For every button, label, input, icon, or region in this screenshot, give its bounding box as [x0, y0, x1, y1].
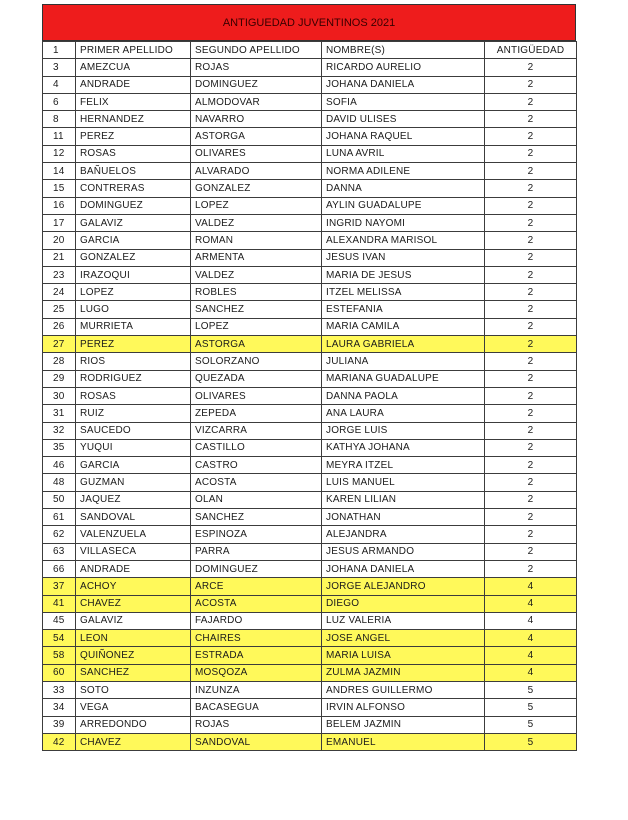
cell-number: 28: [43, 353, 76, 370]
cell-first-surname: HERNANDEZ: [76, 111, 191, 128]
header-second-surname: SEGUNDO APELLIDO: [191, 42, 322, 59]
cell-second-surname: ROMAN: [191, 232, 322, 249]
cell-number: 20: [43, 232, 76, 249]
cell-second-surname: ACOSTA: [191, 474, 322, 491]
cell-first-surname: GALAVIZ: [76, 612, 191, 629]
cell-second-surname: INZUNZA: [191, 681, 322, 698]
cell-number: 50: [43, 491, 76, 508]
cell-names: ANDRES GUILLERMO: [322, 681, 485, 698]
table-row: [43, 733, 577, 750]
cell-second-surname: ASTORGA: [191, 336, 322, 353]
table-row: [43, 163, 577, 180]
cell-names: INGRID NAYOMI: [322, 214, 485, 231]
cell-first-surname: ROSAS: [76, 387, 191, 404]
cell-seniority: 2: [485, 163, 577, 180]
cell-seniority: 2: [485, 249, 577, 266]
cell-names: MARIA CAMILA: [322, 318, 485, 335]
cell-first-surname: ROSAS: [76, 145, 191, 162]
cell-first-surname: RIOS: [76, 353, 191, 370]
cell-first-surname: CONTRERAS: [76, 180, 191, 197]
cell-seniority: 4: [485, 630, 577, 647]
cell-second-surname: ASTORGA: [191, 128, 322, 145]
cell-names: SOFIA: [322, 93, 485, 110]
table-row: [43, 318, 577, 335]
cell-first-surname: DOMINGUEZ: [76, 197, 191, 214]
cell-number: 21: [43, 249, 76, 266]
cell-names: ANA LAURA: [322, 405, 485, 422]
cell-first-surname: VEGA: [76, 699, 191, 716]
cell-names: ZULMA JAZMIN: [322, 664, 485, 681]
cell-number: 42: [43, 733, 76, 750]
cell-seniority: 4: [485, 595, 577, 612]
cell-second-surname: OLIVARES: [191, 145, 322, 162]
table-row: [43, 491, 577, 508]
cell-number: 45: [43, 612, 76, 629]
cell-number: 39: [43, 716, 76, 733]
cell-seniority: 2: [485, 266, 577, 283]
cell-seniority: 2: [485, 336, 577, 353]
cell-first-surname: JAQUEZ: [76, 491, 191, 508]
cell-number: 35: [43, 439, 76, 456]
cell-first-surname: GUZMAN: [76, 474, 191, 491]
table-row: [43, 699, 577, 716]
cell-first-surname: GARCIA: [76, 457, 191, 474]
cell-second-surname: SANDOVAL: [191, 733, 322, 750]
table-row: [43, 111, 577, 128]
cell-first-surname: ACHOY: [76, 578, 191, 595]
table-row: [43, 353, 577, 370]
cell-names: JESUS IVAN: [322, 249, 485, 266]
table-row: [43, 405, 577, 422]
cell-seniority: 4: [485, 664, 577, 681]
cell-second-surname: ESPINOZA: [191, 526, 322, 543]
cell-seniority: 2: [485, 145, 577, 162]
cell-second-surname: MOSQOZA: [191, 664, 322, 681]
cell-names: DAVID ULISES: [322, 111, 485, 128]
cell-first-surname: PEREZ: [76, 128, 191, 145]
cell-second-surname: DOMINGUEZ: [191, 76, 322, 93]
cell-first-surname: SANDOVAL: [76, 509, 191, 526]
cell-second-surname: ESTRADA: [191, 647, 322, 664]
cell-second-surname: ALVARADO: [191, 163, 322, 180]
table-row: [43, 232, 577, 249]
cell-seniority: 2: [485, 128, 577, 145]
cell-names: ITZEL MELISSA: [322, 284, 485, 301]
cell-seniority: 5: [485, 733, 577, 750]
cell-names: JONATHAN: [322, 509, 485, 526]
table-row: [43, 509, 577, 526]
table-row: [43, 59, 577, 76]
cell-seniority: 2: [485, 59, 577, 76]
cell-seniority: 2: [485, 543, 577, 560]
table-row: [43, 93, 577, 110]
table-row: [43, 387, 577, 404]
cell-second-surname: PARRA: [191, 543, 322, 560]
cell-number: 27: [43, 336, 76, 353]
table-row: [43, 612, 577, 629]
cell-names: MEYRA ITZEL: [322, 457, 485, 474]
seniority-sheet: [42, 4, 576, 751]
cell-seniority: 4: [485, 612, 577, 629]
cell-first-surname: LOPEZ: [76, 284, 191, 301]
cell-number: 12: [43, 145, 76, 162]
cell-names: JORGE ALEJANDRO: [322, 578, 485, 595]
cell-names: LUIS MANUEL: [322, 474, 485, 491]
cell-second-surname: VALDEZ: [191, 266, 322, 283]
cell-names: LUNA AVRIL: [322, 145, 485, 162]
cell-second-surname: ACOSTA: [191, 595, 322, 612]
cell-first-surname: AMEZCUA: [76, 59, 191, 76]
cell-seniority: 2: [485, 76, 577, 93]
cell-first-surname: RODRIGUEZ: [76, 370, 191, 387]
cell-names: KATHYA JOHANA: [322, 439, 485, 456]
cell-seniority: 2: [485, 301, 577, 318]
seniority-table: [42, 41, 577, 751]
cell-number: 58: [43, 647, 76, 664]
cell-names: LAURA GABRIELA: [322, 336, 485, 353]
cell-second-surname: LOPEZ: [191, 318, 322, 335]
cell-names: IRVIN ALFONSO: [322, 699, 485, 716]
cell-seniority: 2: [485, 439, 577, 456]
cell-names: ESTEFANIA: [322, 301, 485, 318]
cell-number: 37: [43, 578, 76, 595]
table-row: [43, 284, 577, 301]
cell-second-surname: ROJAS: [191, 59, 322, 76]
cell-number: 25: [43, 301, 76, 318]
cell-seniority: 2: [485, 491, 577, 508]
cell-second-surname: QUEZADA: [191, 370, 322, 387]
cell-first-surname: GALAVIZ: [76, 214, 191, 231]
cell-names: JOHANA RAQUEL: [322, 128, 485, 145]
cell-seniority: 4: [485, 578, 577, 595]
cell-number: 30: [43, 387, 76, 404]
cell-first-surname: RUIZ: [76, 405, 191, 422]
cell-number: 31: [43, 405, 76, 422]
table-row: [43, 474, 577, 491]
cell-number: 26: [43, 318, 76, 335]
table-row: [43, 76, 577, 93]
cell-first-surname: SANCHEZ: [76, 664, 191, 681]
cell-second-surname: OLAN: [191, 491, 322, 508]
cell-second-surname: ROBLES: [191, 284, 322, 301]
cell-seniority: 2: [485, 370, 577, 387]
cell-names: JOHANA DANIELA: [322, 560, 485, 577]
table-row: [43, 197, 577, 214]
cell-seniority: 2: [485, 526, 577, 543]
cell-first-surname: QUIÑONEZ: [76, 647, 191, 664]
cell-number: 34: [43, 699, 76, 716]
table-row: [43, 249, 577, 266]
cell-number: 23: [43, 266, 76, 283]
cell-names: JOSE ANGEL: [322, 630, 485, 647]
cell-number: 11: [43, 128, 76, 145]
cell-seniority: 5: [485, 681, 577, 698]
cell-seniority: 2: [485, 474, 577, 491]
cell-seniority: 2: [485, 405, 577, 422]
table-row: [43, 266, 577, 283]
cell-names: JOHANA DANIELA: [322, 76, 485, 93]
cell-seniority: 2: [485, 318, 577, 335]
header-seniority: ANTIGÜEDAD: [485, 42, 577, 59]
cell-second-surname: VALDEZ: [191, 214, 322, 231]
cell-first-surname: CHAVEZ: [76, 733, 191, 750]
cell-number: 48: [43, 474, 76, 491]
table-row: [43, 630, 577, 647]
cell-number: 46: [43, 457, 76, 474]
cell-seniority: 2: [485, 214, 577, 231]
cell-seniority: 2: [485, 387, 577, 404]
cell-names: JORGE LUIS: [322, 422, 485, 439]
cell-number: 15: [43, 180, 76, 197]
cell-seniority: 5: [485, 699, 577, 716]
table-row: [43, 664, 577, 681]
table-row: [43, 647, 577, 664]
table-row: [43, 526, 577, 543]
cell-number: 17: [43, 214, 76, 231]
cell-second-surname: ZEPEDA: [191, 405, 322, 422]
cell-names: NORMA ADILENE: [322, 163, 485, 180]
sheet-title: ANTIGUEDAD JUVENTINOS 2021: [42, 4, 576, 41]
cell-names: BELEM JAZMIN: [322, 716, 485, 733]
cell-number: 32: [43, 422, 76, 439]
table-row: [43, 180, 577, 197]
cell-names: RICARDO AURELIO: [322, 59, 485, 76]
table-row: [43, 214, 577, 231]
cell-first-surname: ANDRADE: [76, 76, 191, 93]
table-row: [43, 716, 577, 733]
table-row: [43, 370, 577, 387]
cell-second-surname: ROJAS: [191, 716, 322, 733]
cell-number: 3: [43, 59, 76, 76]
cell-number: 29: [43, 370, 76, 387]
table-row: [43, 595, 577, 612]
cell-names: DIEGO: [322, 595, 485, 612]
cell-first-surname: PEREZ: [76, 336, 191, 353]
cell-seniority: 2: [485, 284, 577, 301]
cell-first-surname: YUQUI: [76, 439, 191, 456]
cell-second-surname: VIZCARRA: [191, 422, 322, 439]
cell-seniority: 2: [485, 353, 577, 370]
cell-second-surname: DOMINGUEZ: [191, 560, 322, 577]
cell-number: 60: [43, 664, 76, 681]
cell-number: 16: [43, 197, 76, 214]
cell-number: 61: [43, 509, 76, 526]
cell-names: MARIA DE JESUS: [322, 266, 485, 283]
cell-number: 41: [43, 595, 76, 612]
table-row: [43, 336, 577, 353]
table-row: [43, 145, 577, 162]
cell-names: AYLIN GUADALUPE: [322, 197, 485, 214]
cell-number: 14: [43, 163, 76, 180]
cell-names: ALEJANDRA: [322, 526, 485, 543]
cell-first-surname: LEON: [76, 630, 191, 647]
table-row: [43, 457, 577, 474]
cell-names: EMANUEL: [322, 733, 485, 750]
cell-seniority: 2: [485, 197, 577, 214]
cell-first-surname: GARCIA: [76, 232, 191, 249]
cell-second-surname: ALMODOVAR: [191, 93, 322, 110]
cell-names: KAREN LILIAN: [322, 491, 485, 508]
cell-first-surname: FELIX: [76, 93, 191, 110]
table-row: [43, 128, 577, 145]
cell-names: LUZ VALERIA: [322, 612, 485, 629]
cell-second-surname: NAVARRO: [191, 111, 322, 128]
cell-first-surname: LUGO: [76, 301, 191, 318]
cell-second-surname: SANCHEZ: [191, 301, 322, 318]
cell-first-surname: SOTO: [76, 681, 191, 698]
cell-names: DANNA PAOLA: [322, 387, 485, 404]
table-row: [43, 301, 577, 318]
cell-first-surname: VALENZUELA: [76, 526, 191, 543]
cell-second-surname: ARCE: [191, 578, 322, 595]
cell-seniority: 2: [485, 509, 577, 526]
table-body: [43, 42, 577, 751]
cell-number: 8: [43, 111, 76, 128]
table-row: [43, 681, 577, 698]
cell-names: MARIANA GUADALUPE: [322, 370, 485, 387]
cell-names: JESUS ARMANDO: [322, 543, 485, 560]
cell-number: 6: [43, 93, 76, 110]
table-row: [43, 422, 577, 439]
cell-second-surname: BACASEGUA: [191, 699, 322, 716]
cell-second-surname: OLIVARES: [191, 387, 322, 404]
cell-second-surname: CHAIRES: [191, 630, 322, 647]
cell-first-surname: MURRIETA: [76, 318, 191, 335]
cell-seniority: 2: [485, 457, 577, 474]
cell-first-surname: GONZALEZ: [76, 249, 191, 266]
cell-first-surname: ANDRADE: [76, 560, 191, 577]
cell-number: 54: [43, 630, 76, 647]
cell-names: DANNA: [322, 180, 485, 197]
cell-number: 33: [43, 681, 76, 698]
cell-second-surname: LOPEZ: [191, 197, 322, 214]
header-number: 1: [43, 42, 76, 59]
cell-seniority: 2: [485, 93, 577, 110]
cell-number: 66: [43, 560, 76, 577]
header-names: NOMBRE(S): [322, 42, 485, 59]
cell-first-surname: SAUCEDO: [76, 422, 191, 439]
cell-first-surname: VILLASECA: [76, 543, 191, 560]
cell-names: MARIA LUISA: [322, 647, 485, 664]
cell-first-surname: ARREDONDO: [76, 716, 191, 733]
cell-seniority: 2: [485, 422, 577, 439]
cell-first-surname: IRAZOQUI: [76, 266, 191, 283]
cell-second-surname: SANCHEZ: [191, 509, 322, 526]
cell-second-surname: FAJARDO: [191, 612, 322, 629]
cell-second-surname: ARMENTA: [191, 249, 322, 266]
cell-second-surname: CASTRO: [191, 457, 322, 474]
table-row: [43, 543, 577, 560]
table-row: [43, 439, 577, 456]
cell-second-surname: GONZALEZ: [191, 180, 322, 197]
header-first-surname: PRIMER APELLIDO: [76, 42, 191, 59]
cell-seniority: 2: [485, 232, 577, 249]
table-row: [43, 560, 577, 577]
cell-seniority: 2: [485, 180, 577, 197]
cell-names: ALEXANDRA MARISOL: [322, 232, 485, 249]
cell-seniority: 2: [485, 560, 577, 577]
cell-seniority: 4: [485, 647, 577, 664]
cell-second-surname: SOLORZANO: [191, 353, 322, 370]
cell-second-surname: CASTILLO: [191, 439, 322, 456]
cell-number: 62: [43, 526, 76, 543]
cell-seniority: 5: [485, 716, 577, 733]
cell-seniority: 2: [485, 111, 577, 128]
cell-number: 24: [43, 284, 76, 301]
table-row: [43, 578, 577, 595]
cell-names: JULIANA: [322, 353, 485, 370]
cell-number: 4: [43, 76, 76, 93]
cell-number: 63: [43, 543, 76, 560]
header-row: [43, 42, 577, 59]
cell-first-surname: CHAVEZ: [76, 595, 191, 612]
cell-first-surname: BAÑUELOS: [76, 163, 191, 180]
